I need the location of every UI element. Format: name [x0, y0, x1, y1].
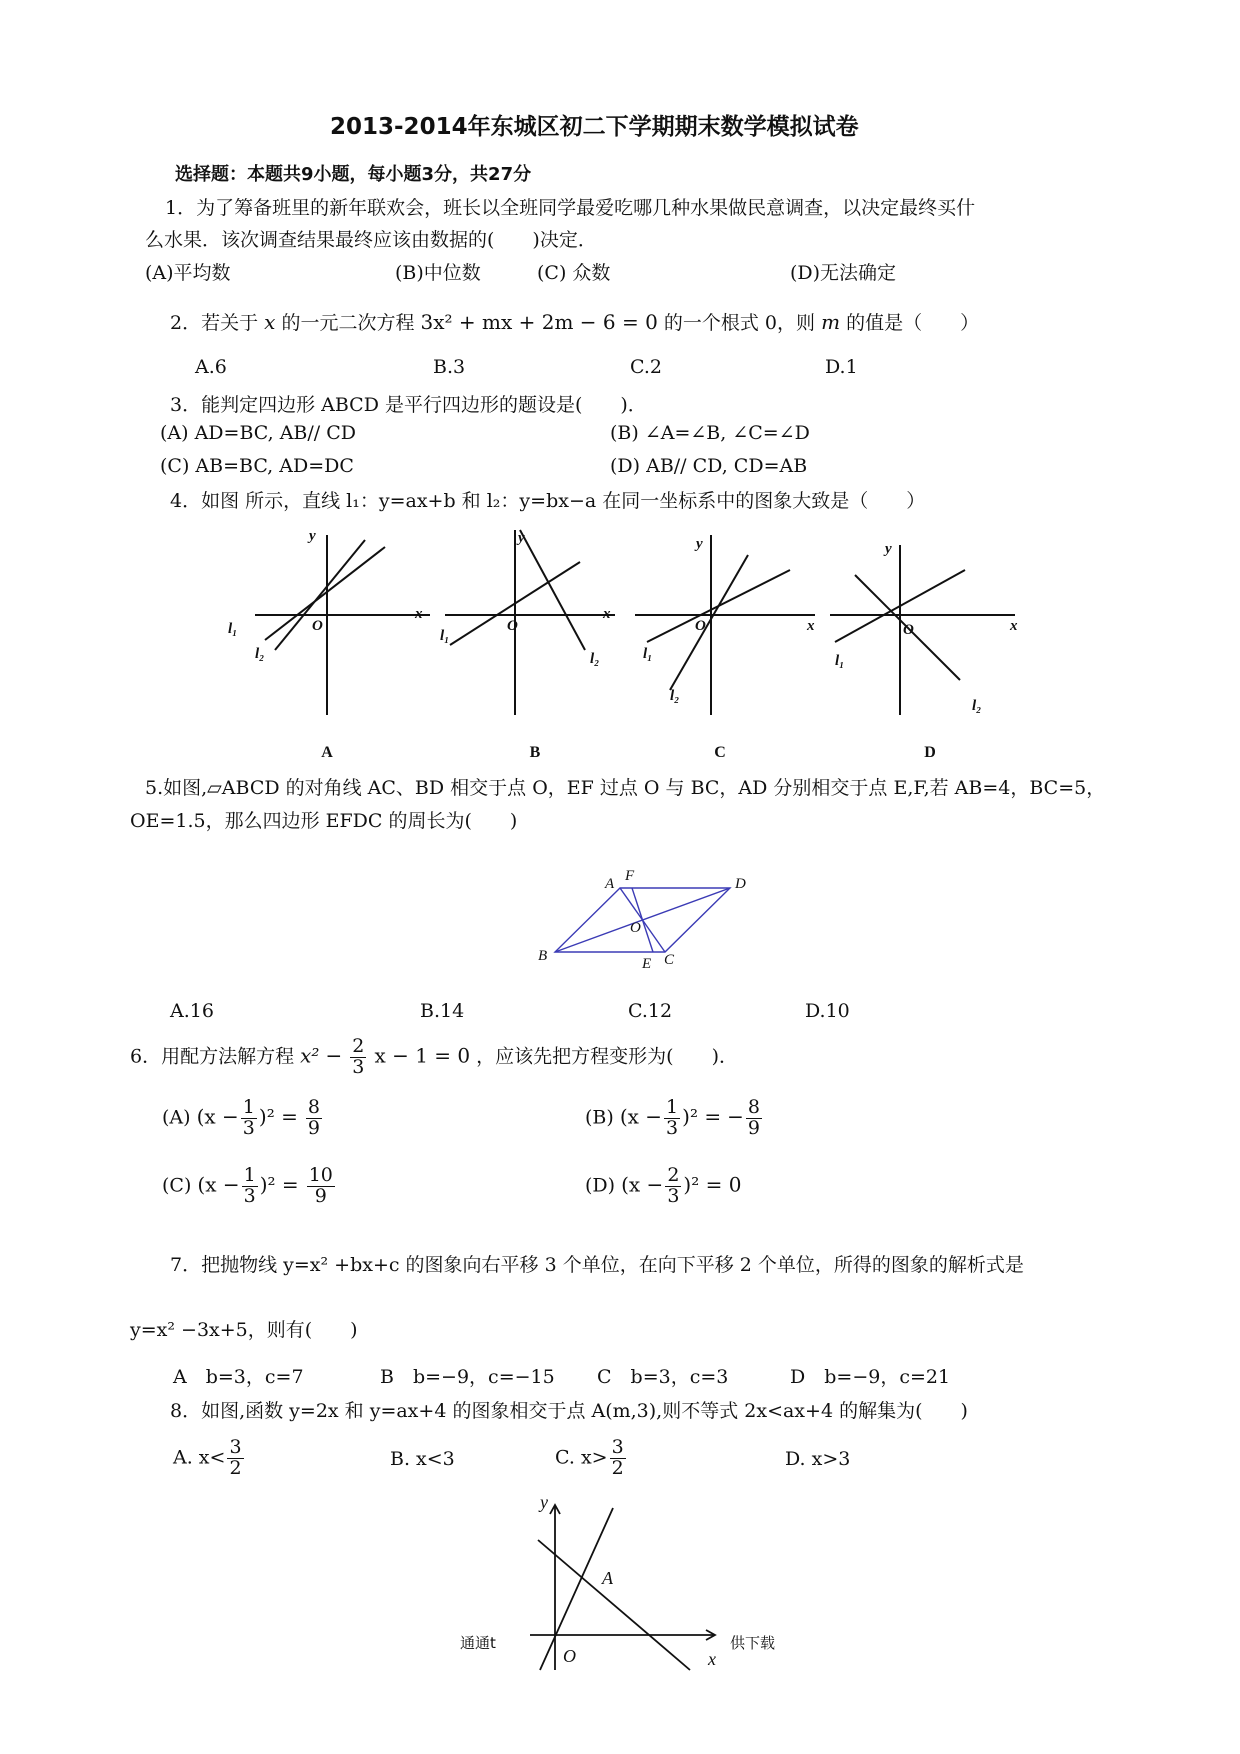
graph-c-line-l2 [670, 555, 748, 690]
q5-parallelogram-figure [530, 860, 760, 970]
graph-a-l2-label: l₂ [255, 646, 265, 662]
graph-a-y-label: y [309, 528, 316, 544]
q6-eq-frac-num: 2 [352, 1035, 365, 1057]
q6-eq-left: x² [300, 1043, 320, 1068]
q6-a-rhs [306, 1098, 322, 1139]
point-a-label: A [605, 876, 615, 892]
q8-a-label: A [602, 1568, 613, 1588]
q3-line: 3．能判定四边形 ABCD 是平行四边形的题设是( )． [170, 394, 647, 416]
q6-a-label: (A) [162, 1106, 191, 1129]
graph-c-caption: C [714, 744, 726, 760]
q6-a-rhs-den: 9 [307, 1116, 320, 1139]
q2-end: 的值是（ ） [846, 312, 980, 334]
q8-c-frac [610, 1438, 626, 1479]
q6-pre: 6．用配方法解方程 [130, 1045, 295, 1068]
q3-option-a: (A) AD=BC, AB// CD [160, 422, 357, 444]
q6-d-close: )² = 0 [683, 1172, 742, 1197]
q2-option-d: D.1 [825, 356, 858, 378]
q8-line-y-ax-4 [538, 1540, 690, 1670]
q6-a-frac-num: 1 [242, 1096, 255, 1118]
q6-d-frac-den: 3 [667, 1184, 680, 1207]
q6-b-rhs-den: 9 [747, 1116, 760, 1139]
q2-equation: 3x² + mx + 2m − 6 = 0 [420, 310, 658, 334]
q6-d-label: (D) [585, 1174, 616, 1197]
q6-c-base: (x − [197, 1172, 240, 1197]
q6-b-label: (B) [585, 1106, 614, 1129]
q2-post: 的一个根式 0，则 [663, 312, 816, 334]
q8-option-b [390, 1448, 455, 1470]
q6-a-base: (x − [196, 1104, 239, 1129]
q5-line1: 5.如图,▱ABCD 的对角线 AC、BD 相交于点 O，EF 过点 O 与 BC，AD 分别相交于点 E,F,若 AB=4，BC=5， [145, 777, 1106, 799]
q5-line2: OE=1.5，那么四边形 EFDC 的周长为( ) [130, 810, 518, 832]
q1-option-c: (C) 众数 [537, 262, 611, 284]
q6-b-frac-den: 3 [666, 1116, 679, 1139]
q2-option-a: A.6 [195, 356, 227, 378]
q8-y-label: y [540, 1492, 548, 1512]
graph-b-line-l2 [520, 530, 585, 650]
q6-d-frac [665, 1166, 681, 1207]
q1-option-b: (B)中位数 [395, 262, 481, 284]
q8-x-label: x [708, 1649, 716, 1669]
q6-minus: − [325, 1043, 343, 1068]
q8-d-pre: D. x>3 [785, 1448, 851, 1470]
q6-b-close: )² = [682, 1104, 722, 1129]
q4-graph-a [255, 535, 430, 715]
q5-option-c: C.12 [628, 1000, 673, 1022]
q8-line-y-2x [540, 1508, 613, 1670]
q6-option-b [585, 1098, 764, 1139]
graph-d-caption: D [924, 744, 936, 760]
q2-option-c: C.2 [630, 356, 662, 378]
q7-option-d: D b=−9，c=21 [790, 1366, 951, 1388]
graph-b-caption: B [529, 744, 541, 760]
graph-a-l1-label: l₁ [228, 621, 238, 637]
point-c-label: C [664, 952, 675, 968]
q6-c-label: (C) [162, 1174, 192, 1197]
q8-a-pre: A. x< [173, 1446, 226, 1469]
point-f-label: F [625, 868, 635, 884]
q8-c-num: 3 [611, 1436, 624, 1458]
q3-option-c: (C) AB=BC, AD=DC [160, 455, 354, 477]
q6-c-close: )² = [259, 1172, 299, 1197]
graph-b-l2-label: l₂ [590, 651, 600, 667]
q6-c-rhs-num: 10 [308, 1164, 333, 1186]
graph-c-x-label: x [807, 618, 815, 634]
q8-a-frac [227, 1438, 243, 1479]
q6-b-frac-num: 1 [666, 1096, 679, 1118]
q6-d-base: (x − [621, 1172, 664, 1197]
watermark-right: 供下载 [730, 1634, 776, 1652]
graph-b-x-label: x [603, 606, 611, 622]
q6-c-rhs-den: 9 [314, 1184, 327, 1207]
q8-a-num: 3 [229, 1436, 242, 1458]
graph-a-x-label: x [415, 606, 423, 622]
q6-a-frac [241, 1098, 257, 1139]
q1-option-d: (D)无法确定 [790, 262, 897, 284]
point-b-label: B [538, 948, 548, 964]
q8-line: 8．如图,函数 y=2x 和 y=ax+4 的图象相交于点 A(m,3),则不等式 2x<ax+4 的解集为( ) [170, 1400, 968, 1422]
q6-c-frac [242, 1166, 258, 1207]
q6-option-a [162, 1098, 324, 1139]
q6-post: ，应该先把方程变形为( )． [476, 1045, 738, 1068]
q2-pre: 2．若关于 [170, 312, 259, 334]
q6-eq-right: x − 1 = 0 [374, 1043, 471, 1068]
graph-b-o-label: O [507, 618, 518, 634]
q8-option-c [555, 1438, 628, 1479]
q7-line2: y=x² −3x+5，则有( ) [130, 1319, 358, 1341]
graph-c-l2-label: l₂ [670, 688, 680, 704]
q1-line1: 1．为了筹备班里的新年联欢会，班长以全班同学最爱吃哪几种水果做民意调查，以决定最终买什 [165, 197, 976, 219]
q6-b-rhs-num: 8 [747, 1096, 760, 1118]
point-o-label: O [630, 920, 641, 936]
q8-a-den: 2 [229, 1456, 242, 1479]
q7-option-c: C b=3，c=3 [597, 1366, 729, 1388]
q6-line [130, 1037, 738, 1078]
q6-b-base: (x − [619, 1104, 663, 1129]
q5-option-a: A.16 [170, 1000, 214, 1022]
q6-c-frac-num: 1 [243, 1164, 256, 1186]
q6-option-d [585, 1166, 741, 1207]
graph-d-l1-label: l₁ [835, 653, 845, 669]
watermark-left: 通通t [460, 1634, 496, 1652]
graph-d-o-label: O [903, 622, 914, 638]
q3-option-d: (D) AB// CD, CD=AB [610, 455, 808, 477]
point-e-label: E [642, 956, 652, 970]
q7-line1: 7．把抛物线 y=x² +bx+c 的图象向右平移 3 个单位，在向下平移 2 个单位，所得的图象的解析式是 [170, 1254, 1024, 1276]
q6-a-rhs-num: 8 [307, 1096, 320, 1118]
q7-option-b: B b=−9，c=−15 [380, 1366, 555, 1388]
graph-d-y-label: y [885, 541, 892, 557]
q3-option-b: (B) ∠A=∠B, ∠C=∠D [610, 422, 810, 444]
graph-b-l1-label: l₁ [440, 628, 450, 644]
q4-graph-b [445, 530, 615, 715]
q2-var-x: x [264, 310, 276, 334]
q6-d-frac-num: 2 [667, 1164, 680, 1186]
q6-eq-frac-den: 3 [352, 1055, 365, 1078]
graph-c-y-label: y [696, 536, 703, 552]
page-title: 2013-2014年东城区初二下学期期末数学模拟试卷 [330, 114, 859, 140]
q6-a-frac-den: 3 [242, 1116, 255, 1139]
q8-option-d [785, 1448, 850, 1470]
q7-option-a: A b=3，c=7 [173, 1366, 304, 1388]
point-d-label: D [735, 876, 746, 892]
section-heading: 选择题：本题共9小题，每小题3分，共27分 [175, 164, 532, 185]
q6-b-frac [664, 1098, 680, 1139]
q4-graph-d [830, 545, 1015, 715]
q2-option-b: B.3 [433, 356, 466, 378]
q8-c-den: 2 [611, 1456, 624, 1479]
q4-line: 4．如图 所示，直线 l₁：y=ax+b 和 l₂：y=bx−a 在同一坐标系中的图象大致是（ ） [170, 490, 926, 512]
q2-mid: 的一元二次方程 [281, 312, 415, 334]
q8-option-a [173, 1438, 246, 1479]
graph-b-y-label: y [518, 530, 525, 546]
q8-c-pre: C. x> [555, 1446, 608, 1469]
q6-option-c [162, 1166, 337, 1207]
q6-eq-fraction [350, 1037, 366, 1078]
q6-b-rsign: − [727, 1104, 744, 1129]
q2-var-m: m [821, 310, 841, 334]
graph-c-o-label: O [695, 618, 706, 634]
q6-a-close: )² = [258, 1104, 298, 1129]
q5-option-b: B.14 [420, 1000, 465, 1022]
q4-graphs [200, 520, 1060, 760]
q1-option-a: (A)平均数 [145, 262, 231, 284]
q6-b-rhs [746, 1098, 762, 1139]
q6-c-frac-den: 3 [243, 1184, 256, 1207]
q6-c-rhs [307, 1166, 335, 1207]
q1-line2: 么水果．该次调查结果最终应该由数据的( )决定． [145, 229, 597, 251]
q8-o-label: O [563, 1646, 576, 1666]
graph-d-x-label: x [1010, 618, 1018, 634]
graph-d-l2-label: l₂ [972, 698, 982, 714]
q4-graph-c [635, 535, 815, 715]
q5-option-d: D.10 [805, 1000, 850, 1022]
graph-a-o-label: O [312, 618, 323, 634]
graph-a-caption: A [321, 744, 333, 760]
q8-b-pre: B. x<3 [390, 1448, 455, 1470]
q2-line [170, 308, 979, 335]
graph-a-line-l1 [265, 547, 385, 640]
graph-c-l1-label: l₁ [643, 646, 653, 662]
